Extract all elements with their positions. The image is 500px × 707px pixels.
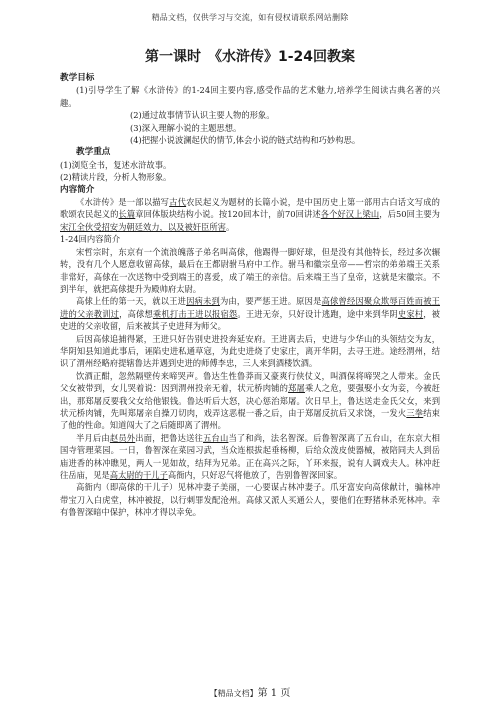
goals-heading: 教学目标: [60, 73, 95, 83]
intro-heading: 内容简介: [60, 184, 95, 195]
focus-item-1: (1)浏览全书，复述水浒故事。: [60, 159, 172, 170]
focus-heading: 教学重点: [76, 147, 111, 158]
body-paragraph-3: 后因高俅追捕得紧，王进只好告别史进投奔延安府。王进离去后，史进与少华山的头领结交为友，华阴知县知道此事后，诬陷史进私通草寇，为此史进烧了史家庄，离开华阴，去寻王进。途经渭州，结识了渭州经略府提辖鲁达并遇到史进的师傅李忠，三人来到酒楼饮酒。: [60, 333, 440, 369]
page-number: 第 1 页: [257, 688, 291, 699]
page-footer: [0, 684, 500, 699]
body-paragraph-4: 饮酒正酣，忽然隔壁传来啼哭声。鲁达生性鲁莽而又豪爽行侠仗义，叫酒保将啼哭之人带来。金氏父女被带到，女儿哭着说：因到渭州投亲无着，状元桥肉铺的郑屠乘人之危，要强娶小女为妾，今被赶出，那郑屠反要我父女给他银钱。鲁达听后大怒，决心惩治郑屠。次日早上，鲁达送走金氏父女，来到状元桥肉铺，先叫郑屠亲自操刀切肉，戏弄这恶棍一番之后，由于郑屠反抗后又求饶，一发火三拳结束了他的性命。知道闯大了之后随即离了渭州。: [60, 370, 440, 431]
goal-item-3: (3)深入理解小说的主题思想。: [130, 122, 242, 133]
body-paragraph-1: 宋哲宗时，东京有一个流浪魄落子弟名叫高俅，他踢得一脚好球，但是没有其他特长，经过多次辗转，没有几个人愿意收留高俅，最后在王都尉驸马府中工作。驸马和徽宗皇帝——哲宗的弟弟端王关系非常好，高俅在一次送物中受到端王的喜爱，成了端王的亲信。后来端王当了皇帝，这就是宋徽宗。不到半年，就把高俅提升为殿帅府太尉。: [60, 246, 440, 294]
goal-item-2: (2)通过故事情节认识主要人物的形象。: [130, 110, 275, 121]
chapter-range-label: 1-24回内容简介: [60, 234, 121, 245]
footer-label: 【精品文档】: [209, 689, 258, 698]
body-paragraph-5: 半月后由赵员外出面，把鲁达送往五台山当了和尚，法名智深。后鲁智深离了五台山，在东京大相国寺管理菜园。一日，鲁智深在菜园习武，当众连根拔起垂杨柳，后给众泼皮使器械，被陪同夫人到岳庙进香的林冲瞧见，两人一见如故，结拜为兄弟。正在高兴之际，丫环来报，说有人调戏夫人。林冲赶往岳庙，见是高太尉的干儿子高衙内，只好忍气将他放了，告别鲁智深回家。: [60, 432, 440, 480]
header-note: 精品文档，仅供学习与交流，如有侵权请联系网站删除: [151, 13, 349, 22]
body-paragraph-2: 高俅上任的第一天，就以王进因病未到为由，要严惩王进。原因是高俅曾经因聚众欺辱百姓而被王进的父亲教训过，高俅想乘机打击王进以报宿怨。王进无奈，只好设计逃跑，途中来到华阴史家村，被史进的父亲收留，后来被其子史进拜为师父。: [60, 296, 440, 332]
page-title: 第一课时 《水浒传》1-24回教案: [144, 49, 356, 65]
intro-paragraph: 《水浒传》是一部以描写古代农民起义为题材的长篇小说，是中国历史上第一部用古白话文写成的歌颂农民起义的长篇章回体版块结构小说。按120回本计，前70回讲述各个好汉上梁山，后50回主要为宋江全伙受招安为朝廷效力，以及被奸臣所害。: [60, 197, 440, 232]
body-paragraph-6: 高衙内（即高俅的干儿子）见林冲妻子美丽，一心要谋占林冲妻子。爪牙富安向高俅献计，骗林冲带宝刀入白虎堂，林冲被捉，以行刺罪发配沧州。高俅又派人买通公人，要他们在野猪林杀死林冲。幸有鲁智深暗中保护，林冲才得以幸免。: [60, 482, 440, 518]
goal-item-4: (4)把握小说波澜起伏的情节,体会小说的链式结构和巧妙构思。: [130, 135, 361, 146]
document-content: [60, 46, 440, 519]
focus-item-2: (2)精读片段，分析人物形象。: [60, 172, 172, 183]
goal-item-1: (1)引导学生了解《水浒传》的1-24回主要内容,感受作品的艺术魅力,培养学生阅读古典名著的兴趣。: [60, 85, 440, 108]
